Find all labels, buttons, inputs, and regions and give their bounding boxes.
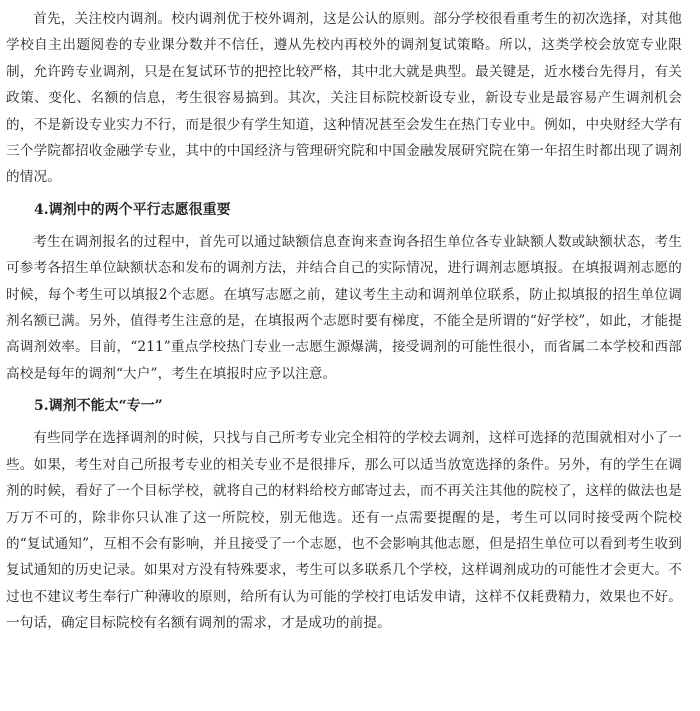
paragraph-not-too-exclusive: 有些同学在选择调剂的时候，只找与自己所考专业完全相符的学校去调剂，这样可选择的范围就相对小了一些。如果，考生对自己所报考专业的相关专业不是很排斥，那么可以适当放宽选择的条件。另外，有的学生在调剂的时候，看好了一个目标学校，就将自己的材料给校方邮寄过去，而不再关注其他的院校了，这样的做法也是万万不可的，除非你只认准了这一所院校，别无他选。还有一点需要提醒的是，考生可以同时接受两个院校的“复试通知”，互相不会有影响，并且接受了一个志愿，也不会影响其他志愿，但是招生单位可以看到考生收到复试通知的历史记录。如果对方没有特殊要求，考生可以多联系几个学校，这样调剂成功的可能性才会更大。不过也不建议考生奉行广种薄收的原则，给所有认为可能的学校打电话发申请，这样不仅耗费精力，效果也不好。一句话，确定目标院校有名额有调剂的需求，才是成功的前提。	[6, 430, 682, 632]
section-heading-4: 4.调剂中的两个平行志愿很重要	[34, 201, 231, 218]
paragraph-adjustment-strategy: 首先，关注校内调剂。校内调剂优于校外调剂，这是公认的原则。部分学校很看重考生的初次选择，对其他学校自主出题阅卷的专业课分数并不信任，遵从先校内再校外的调剂复试策略。所以，这类学校会放宽专业限制，允许跨专业调剂，只是在复试环节的把控比较严格，其中北大就是典型。最关键是，近水楼台先得月，有关政策、变化、名额的信息，考生很容易搞到。其次，关注目标院校新设专业，新设专业是最容易产生调剂机会的，不是新设专业实力不行，而是很少有学生知道，这种情况甚至会发生在热门专业中。例如，中央财经大学有三个学院都招收金融学专业，其中的中国经济与管理研究院和中国金融发展研究院在第一年招生时都出现了调剂的情况。	[6, 11, 682, 186]
paragraph-parallel-choices: 考生在调剂报名的过程中，首先可以通过缺额信息查询来查询各招生单位各专业缺额人数或缺额状态，考生可参考各招生单位缺额状态和发布的调剂方法，并结合自己的实际情况，进行调剂志愿填报。在填报调剂志愿的时候，每个考生可以填报2个志愿。在填写志愿之前，建议考生主动和调剂单位联系，防止拟填报的招生单位调剂名额已满。另外，值得考生注意的是，在填报两个志愿时要有梯度，不能全是所谓的“好学校”，如此，才能提高调剂效率。目前，“211”重点学校热门专业一志愿生源爆满，接受调剂的可能性很小，而省属二本学校和西部高校是每年的调剂“大户”，考生在填报时应予以注意。	[6, 233, 682, 382]
section-heading-5: 5.调剂不能太“专一”	[34, 398, 163, 415]
